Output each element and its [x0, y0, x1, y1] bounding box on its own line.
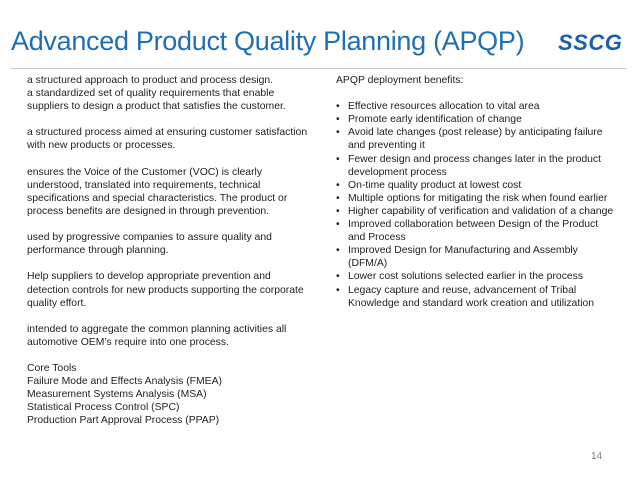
core-tool-item: Statistical Process Control (SPC) [27, 402, 180, 414]
benefit-item [336, 218, 618, 244]
bullet-icon: • [336, 245, 340, 257]
benefit-item [336, 192, 618, 205]
bullet-icon: • [336, 271, 340, 283]
benefit-text: Improved Design for Manufacturing and Assembly (DFM/A) [348, 245, 578, 270]
paragraph-text: used by progressive companies to assure quality and performance through planning. [27, 232, 272, 257]
bullet-icon: • [336, 179, 340, 191]
paragraph-text: ensures the Voice of the Customer (VOC) is clearly understood, translated into requirements, technical specifications and special characteristics. The product or process benefits are designed in through prevention. [27, 166, 288, 217]
sscg-logo: SSCG [558, 30, 623, 55]
core-tools-heading: Core Tools [27, 363, 77, 375]
paragraph-aggregate [27, 323, 312, 349]
bullet-icon: • [336, 153, 340, 165]
benefit-item [336, 270, 618, 283]
core-tool-item: Measurement Systems Analysis (MSA) [27, 389, 207, 401]
benefit-text: Improved collaboration between Design of the Product and Process [348, 219, 599, 244]
benefit-item [336, 126, 618, 152]
core-tool-item: Production Part Approval Process (PPAP) [27, 415, 220, 427]
benefit-item [336, 100, 618, 113]
bullet-icon: • [336, 219, 340, 231]
core-tool-item: Failure Mode and Effects Analysis (FMEA) [27, 376, 222, 388]
left-column [27, 74, 312, 428]
right-column [336, 74, 618, 310]
paragraph-text: intended to aggregate the common planning activities all automotive OEM’s require into one process. [27, 323, 287, 348]
bullet-icon: • [336, 192, 340, 204]
bullet-icon: • [336, 127, 340, 139]
paragraph-progressive-companies [27, 231, 312, 257]
benefit-item [336, 284, 618, 310]
page-number: 14 [591, 451, 603, 462]
paragraph-voc [27, 166, 312, 218]
benefit-item [336, 179, 618, 192]
core-tools [27, 362, 312, 427]
paragraph-customer-satisfaction [27, 126, 312, 152]
paragraph-help-suppliers [27, 270, 312, 309]
benefit-text: Higher capability of verification and validation of a change [348, 205, 614, 217]
benefit-text: Promote early identification of change [348, 114, 522, 126]
benefit-item [336, 205, 618, 218]
benefit-item [336, 113, 618, 126]
paragraph-text: Help suppliers to develop appropriate prevention and detection controls for new products supporting the corporate quality effort. [27, 271, 304, 309]
bullet-icon: • [336, 114, 340, 126]
benefit-text: Fewer design and process changes later in the product development process [348, 153, 601, 178]
benefits-heading: APQP deployment benefits: [336, 75, 464, 86]
benefit-text: On-time quality product at lowest cost [348, 179, 522, 191]
slide-title: Advanced Product Quality Planning (APQP) [11, 26, 525, 56]
bullet-icon: • [336, 101, 340, 113]
paragraph-text: a structured approach to product and process design. a standardized set of quality requirements that enable suppliers to design a product that satisfies the customer. [27, 75, 286, 113]
benefit-text: Avoid late changes (post release) by anticipating failure and preventing it [348, 127, 603, 152]
paragraph-text: a structured process aimed at ensuring customer satisfaction with new products or processes. [27, 127, 308, 152]
title-divider [11, 68, 627, 69]
benefit-item [336, 153, 618, 179]
bullet-icon: • [336, 284, 340, 296]
benefit-text: Effective resources allocation to vital area [348, 101, 540, 113]
benefit-text: Lower cost solutions selected earlier in the process [348, 271, 584, 283]
benefit-item [336, 244, 618, 270]
bullet-icon: • [336, 205, 340, 217]
benefits-list [336, 100, 618, 310]
benefit-text: Multiple options for mitigating the risk when found earlier [348, 192, 608, 204]
paragraph-definition [27, 74, 312, 113]
benefit-text: Legacy capture and reuse, advancement of Tribal Knowledge and standard work creation and utilization [348, 284, 595, 309]
